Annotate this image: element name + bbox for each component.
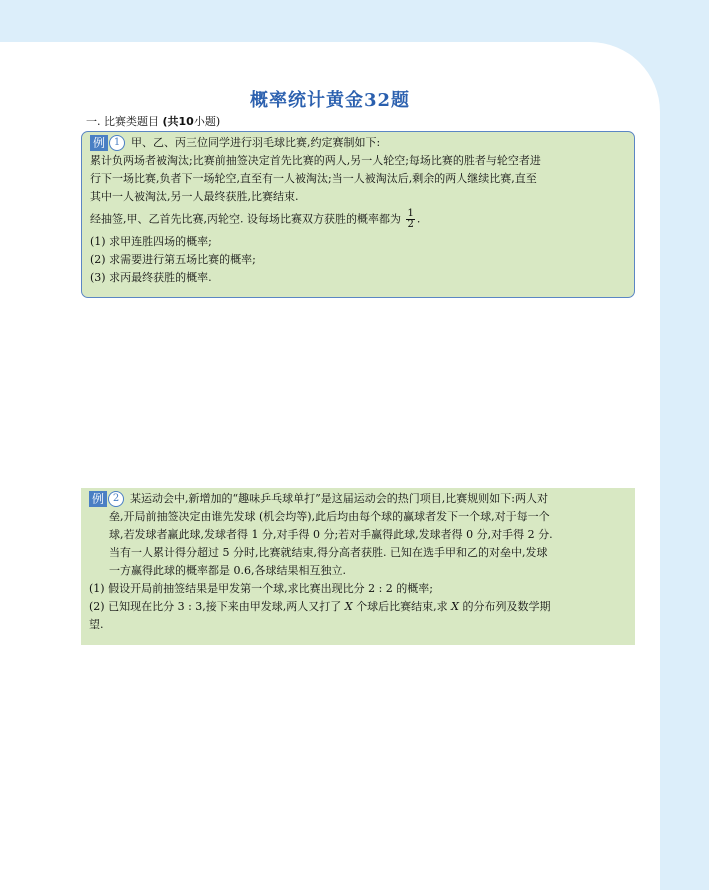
draw-line-text: 经抽签,甲、乙首先比赛,丙轮空. 设每场比赛双方获胜的概率都为 — [90, 212, 401, 226]
fraction-numerator: 1 — [407, 208, 414, 219]
q2-part-c: 的分布列及数学期 — [462, 600, 551, 613]
fraction-one-half — [406, 209, 414, 230]
fraction-period: . — [416, 212, 421, 226]
q2-variable-x: X — [344, 600, 353, 613]
q2-part-b: 个球后比赛结束,求 — [356, 600, 448, 613]
question-3: (3) 求丙最终获胜的概率. — [90, 271, 212, 284]
example-2-question-1: (1) 假设开局前抽签结果是甲发第一个球,求比赛出现比分 2 : 2 的概率; — [89, 582, 433, 595]
example-number-badge: 2 — [108, 491, 124, 507]
section-count-num: 10 — [178, 115, 194, 128]
example-2-line-4: 一方赢得此球的概率都是 0.6,各球结果相互独立. — [109, 564, 346, 577]
q2-variable-x-2: X — [451, 600, 459, 613]
section-count-open: (共 — [162, 115, 179, 128]
section-heading — [86, 113, 220, 129]
example-2-line-3: 当有一人累计得分超过 5 分时,比赛就结束,得分高者获胜. 已知在选手甲和乙的对垒中,发球 — [109, 546, 548, 559]
example-2-question-2-end: 望. — [89, 618, 104, 631]
section-count-close: 小题) — [193, 115, 221, 128]
example-2-line-2: 球,若发球者赢此球,发球者得 1 分,对手得 0 分;若对手赢得此球,发球者得 0 分,对手得 2 分. — [109, 528, 553, 541]
example-1-line-0 — [90, 134, 626, 152]
q2-part-a: (2) 已知现在比分 3 : 3,接下来由甲发球,两人又打了 — [89, 600, 342, 613]
example-number-badge: 1 — [109, 135, 125, 151]
example-2-tag — [89, 491, 124, 507]
section-prefix: 一. — [86, 115, 101, 128]
example-1-text: 甲、乙、丙三位同学进行羽毛球比赛,约定赛制如下: — [131, 136, 381, 149]
page-title: 概率统计黄金32题 — [249, 90, 411, 111]
example-1-line-3: 其中一人被淘汰,另一人最终获胜,比赛结束. — [90, 190, 299, 203]
example-2-text: 某运动会中,新增加的“趣味乒乓球单打”是这届运动会的热门项目,比赛规则如下:两人对 — [130, 492, 548, 505]
question-2: (2) 求需要进行第五场比赛的概率; — [90, 253, 256, 266]
example-2-question-2 — [89, 598, 627, 616]
example-1-tag — [90, 135, 125, 151]
example-label: 例 — [90, 135, 108, 151]
example-1-line-1: 累计负两场者被淘汰;比赛前抽签决定首先比赛的两人,另一人轮空;每场比赛的胜者与轮空者进 — [90, 154, 541, 167]
example-2-box — [81, 488, 635, 645]
question-1: (1) 求甲连胜四场的概率; — [90, 235, 212, 248]
example-2-line-1: 垒,开局前抽签决定由谁先发球 (机会均等),此后均由每个球的赢球者发下一个球,对于每一个 — [109, 510, 550, 523]
example-label: 例 — [89, 491, 107, 507]
fraction-denominator: 2 — [407, 219, 414, 230]
example-1-line-2: 行下一场比赛,负者下一场轮空,直至有一人被淘汰;当一人被淘汰后,剩余的两人继续比赛,直至 — [90, 172, 537, 185]
example-2-line-0 — [89, 490, 627, 508]
example-1-box — [81, 131, 635, 298]
example-1-draw-line — [90, 209, 626, 230]
section-label: 比赛类题目 — [104, 115, 159, 128]
